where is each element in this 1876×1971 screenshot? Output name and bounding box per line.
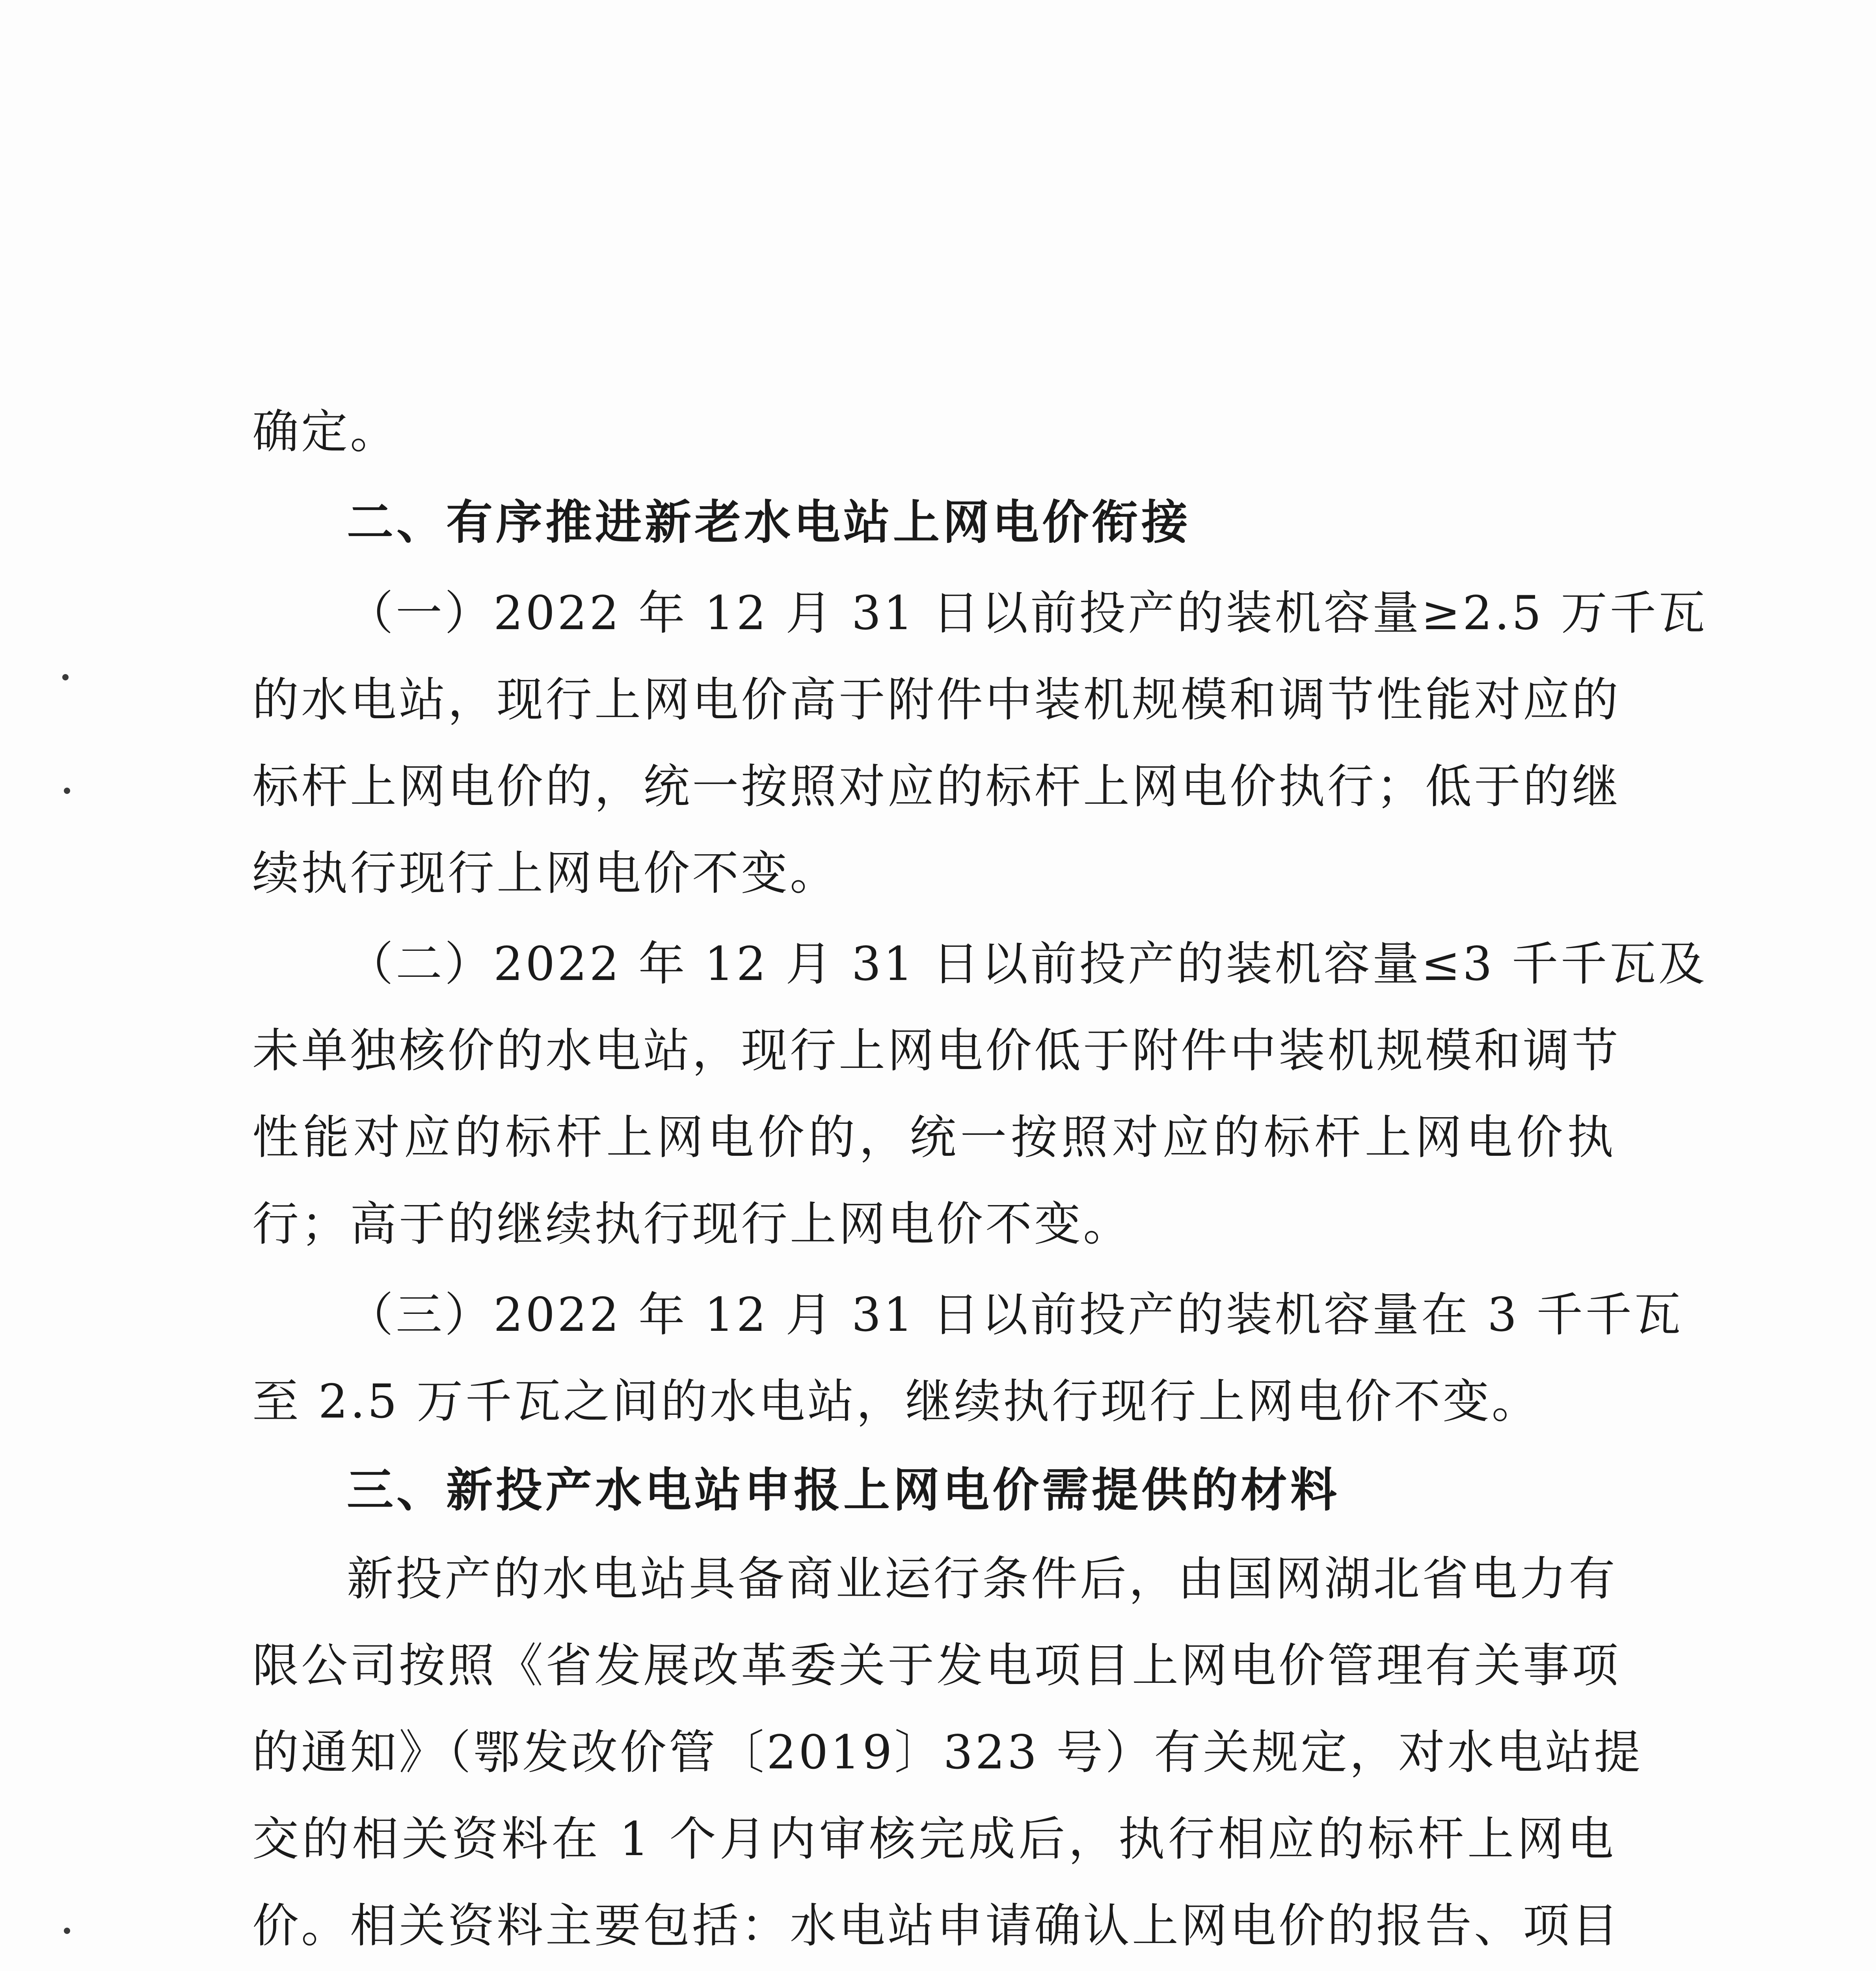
paragraph-line: （二）2022 年 12 月 31 日以前投产的装机容量≤3 千千瓦及 (347, 937, 1707, 991)
paragraph-line: 新投产的水电站具备商业运行条件后，由国网湖北省电力有 (347, 1552, 1618, 1606)
section-heading-3: 三、新投产水电站申报上网电价需提供的材料 (347, 1463, 1340, 1517)
paragraph-line: 交的相关资料在 1 个月内审核完成后，执行相应的标杆上网电 (252, 1812, 1616, 1866)
paragraph-line: 至 2.5 万千瓦之间的水电站，继续执行现行上网电价不变。 (252, 1374, 1541, 1429)
paragraph-line: 性能对应的标杆上网电价的，统一按照对应的标杆上网电价执 (252, 1110, 1616, 1164)
body-line: 确定。 (252, 404, 399, 459)
binding-hole-mark (64, 788, 70, 794)
binding-hole-mark (62, 674, 69, 680)
paragraph-line: 的水电站，现行上网电价高于附件中装机规模和调节性能对应的 (252, 673, 1621, 727)
paragraph-line: （一）2022 年 12 月 31 日以前投产的装机容量≥2.5 万千瓦 (347, 586, 1708, 640)
section-heading-2: 二、有序推进新老水电站上网电价衔接 (347, 495, 1191, 550)
paragraph-line: 未单独核价的水电站，现行上网电价低于附件中装机规模和调节 (252, 1023, 1621, 1078)
paragraph-line: （三）2022 年 12 月 31 日以前投产的装机容量在 3 千千瓦 (347, 1287, 1683, 1342)
paragraph-line: 的通知》（鄂发改价管〔2019〕323 号）有关规定，对水电站提 (252, 1725, 1643, 1779)
paragraph-line: 价。相关资料主要包括：水电站申请确认上网电价的报告、项目 (252, 1898, 1621, 1953)
paragraph-line: 行；高于的继续执行现行上网电价不变。 (252, 1197, 1132, 1251)
paragraph-line: 续执行现行上网电价不变。 (252, 846, 839, 900)
binding-hole-mark (64, 1928, 70, 1934)
paragraph-line: 限公司按照《省发展改革委关于发电项目上网电价管理有关事项 (252, 1638, 1621, 1693)
paragraph-line: 标杆上网电价的，统一按照对应的标杆上网电价执行；低于的继 (252, 759, 1621, 814)
